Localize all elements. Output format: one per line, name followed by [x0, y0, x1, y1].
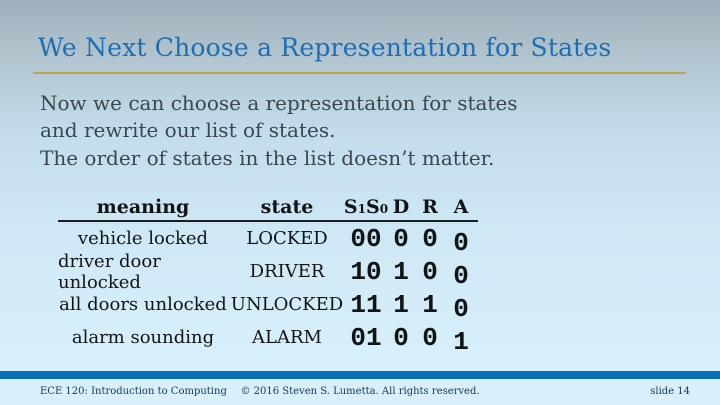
row-driver-d: 1: [393, 256, 409, 287]
body-paragraph-1: [40, 90, 518, 144]
row-unlocked-r: 1: [422, 289, 438, 320]
row-locked-s1s0: 00: [350, 223, 382, 254]
state-representation-table: [58, 194, 478, 357]
row-unlocked-s1s0: 11: [350, 289, 382, 320]
footer: [0, 379, 720, 405]
column-header-r: R: [416, 194, 444, 222]
body-paragraph-1-line-1: Now we can choose a representation for states: [40, 91, 518, 115]
footer-copyright: © 2016 Steven S. Lumetta. All rights reserved.: [240, 386, 480, 397]
row-alarm-meaning: alarm sounding: [71, 327, 215, 348]
row-locked-d: 0: [393, 223, 409, 254]
row-locked-a: 0: [453, 227, 469, 258]
row-unlocked-meaning: all doors unlocked: [59, 294, 227, 315]
column-header-a: A: [444, 194, 478, 222]
row-unlocked-state: UNLOCKED: [230, 294, 344, 315]
s1-letter: S: [343, 196, 358, 218]
row-unlocked-a: 0: [453, 293, 469, 324]
s0-letter: S: [366, 196, 380, 218]
footer-course-name: ECE 120: Introduction to Computing: [40, 386, 227, 397]
title-divider-rule: [33, 72, 686, 74]
column-header-state: state: [228, 194, 346, 222]
column-header-s1s0: [343, 194, 389, 222]
footer-accent-bar: [0, 371, 720, 379]
row-alarm-s1s0: 01: [350, 322, 382, 353]
body-paragraph-1-line-2: and rewrite our list of states.: [40, 118, 336, 142]
column-header-d: D: [386, 194, 416, 222]
row-unlocked-d: 1: [393, 289, 409, 320]
row-alarm-r: 0: [422, 322, 438, 353]
row-driver-a: 0: [453, 260, 469, 291]
row-locked-meaning: vehicle locked: [77, 228, 209, 249]
column-header-meaning: meaning: [58, 194, 228, 222]
slide-title: We Next Choose a Representation for States: [38, 33, 612, 62]
row-driver-meaning: driver door unlocked: [58, 250, 161, 293]
row-driver-r: 0: [422, 256, 438, 287]
s1-subscript: 1: [357, 202, 366, 216]
row-locked-r: 0: [422, 223, 438, 254]
row-alarm-state: ALARM: [252, 327, 322, 348]
row-driver-s1s0: 10: [350, 256, 382, 287]
body-paragraph-2: The order of states in the list doesn’t matter.: [40, 146, 495, 170]
s0-subscript: 0: [379, 202, 389, 216]
row-locked-state: LOCKED: [246, 228, 328, 249]
row-alarm-d: 0: [393, 322, 409, 353]
footer-slide-number: slide 14: [650, 386, 690, 397]
row-alarm-a: 1: [453, 326, 469, 357]
row-driver-state: DRIVER: [249, 261, 325, 282]
